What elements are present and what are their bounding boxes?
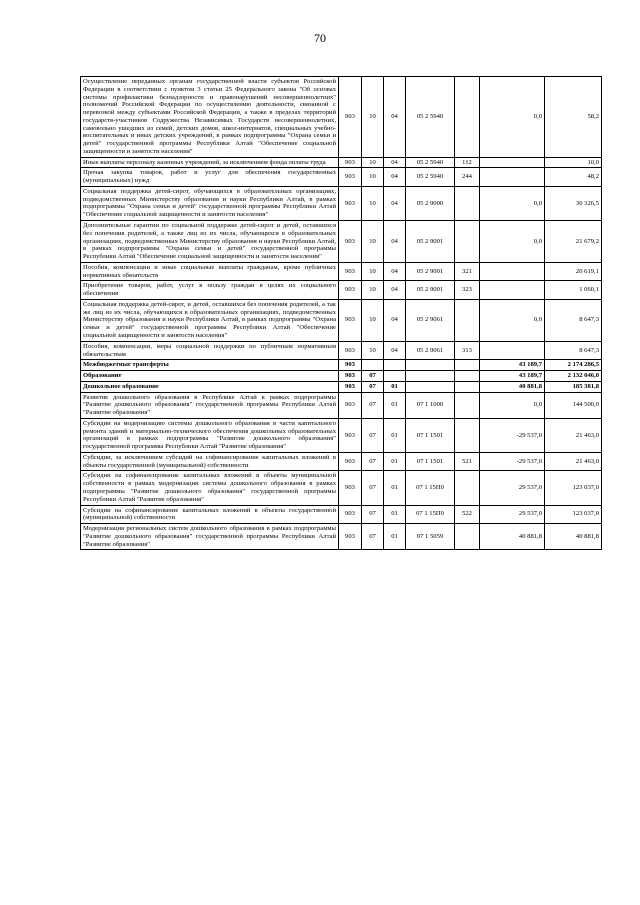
row-name-cell: Модернизация региональных систем дошкольного образования в рамках подпрограммы "Развитие дошкольного образования" государственной программы Республики Алтай "Развитие образования" bbox=[81, 524, 339, 550]
amount-change-cell: 0,0 bbox=[480, 77, 545, 158]
amount-change-cell: 0,0 bbox=[480, 392, 545, 418]
amount-total-cell: 20 619,1 bbox=[545, 262, 602, 281]
section-cell: 10 bbox=[362, 299, 384, 341]
amount-change-cell: 43 189,7 bbox=[480, 360, 545, 371]
grbs-cell: 903 bbox=[339, 371, 362, 382]
grbs-cell: 903 bbox=[339, 452, 362, 471]
section-cell: 10 bbox=[362, 157, 384, 168]
grbs-cell: 903 bbox=[339, 524, 362, 550]
row-name-cell: Субсидии на софинансирование капитальных вложений в объекты государственной (муниципальной) собственности bbox=[81, 505, 339, 524]
expense-type-cell bbox=[455, 77, 480, 158]
amount-change-cell: 40 881,8 bbox=[480, 381, 545, 392]
subsection-cell: 04 bbox=[384, 281, 406, 300]
grbs-cell: 903 bbox=[339, 281, 362, 300]
grbs-cell: 903 bbox=[339, 418, 362, 452]
target-article-cell: 05 2 9000 bbox=[406, 186, 455, 220]
table-row bbox=[81, 381, 602, 392]
row-name-cell: Межбюджетные трансферты bbox=[81, 360, 339, 371]
amount-change-cell: 43 189,7 bbox=[480, 371, 545, 382]
section-cell: 07 bbox=[362, 452, 384, 471]
table-row bbox=[81, 452, 602, 471]
row-name-cell: Дошкольное образование bbox=[81, 381, 339, 392]
amount-total-cell: 40 881,8 bbox=[545, 524, 602, 550]
expense-type-cell bbox=[455, 381, 480, 392]
grbs-cell: 903 bbox=[339, 471, 362, 505]
target-article-cell: 07 1 15П0 bbox=[406, 505, 455, 524]
section-cell: 07 bbox=[362, 381, 384, 392]
amount-change-cell bbox=[480, 262, 545, 281]
subsection-cell: 04 bbox=[384, 77, 406, 158]
grbs-cell: 903 bbox=[339, 262, 362, 281]
subsection-cell: 04 bbox=[384, 168, 406, 187]
amount-total-cell: 10,0 bbox=[545, 157, 602, 168]
section-cell: 07 bbox=[362, 371, 384, 382]
row-name-cell: Субсидии на софинансирование капитальных вложений в объекты муниципальной собственности в рамках модернизации системы дошкольного образования в рамках подпрограммы "Развитие дошкольного образования" государственной программы Республики Алтай "Развитие образования" bbox=[81, 471, 339, 505]
amount-change-cell: 0,0 bbox=[480, 299, 545, 341]
section-cell: 07 bbox=[362, 418, 384, 452]
subsection-cell: 01 bbox=[384, 392, 406, 418]
expense-type-cell: 112 bbox=[455, 157, 480, 168]
row-name-cell: Субсидии на модернизацию системы дошкольного образования в части капитального ремонта зданий и материально-технического обеспечения дошкольных образовательных организаций в рамках подпрограммы "Развитие дошкольного образования" государственной программы Республики Алтай "Развитие образования" bbox=[81, 418, 339, 452]
row-name-cell: Дополнительные гарантии по социальной поддержке детей-сирот и детей, оставшихся без попечения родителей, а также лиц из их числа, обучающихся в образовательных организациях, подведомственных Министерству образования и науки Республики Алтай, в рамках подпрограммы "Охрана семьи и детей" государственной программы Республики Алтай "Обеспечение социальной защищенности и занятости населения" bbox=[81, 221, 339, 263]
expense-type-cell: 323 bbox=[455, 281, 480, 300]
grbs-cell: 903 bbox=[339, 505, 362, 524]
target-article-cell: 05 2 9001 bbox=[406, 221, 455, 263]
section-cell: 07 bbox=[362, 505, 384, 524]
expense-type-cell: 521 bbox=[455, 452, 480, 471]
table-row bbox=[81, 341, 602, 360]
section-cell: 10 bbox=[362, 168, 384, 187]
grbs-cell: 903 bbox=[339, 186, 362, 220]
table-row bbox=[81, 262, 602, 281]
amount-change-cell bbox=[480, 157, 545, 168]
amount-change-cell: 40 881,8 bbox=[480, 524, 545, 550]
target-article-cell: 05 2 9061 bbox=[406, 341, 455, 360]
section-cell: 10 bbox=[362, 262, 384, 281]
expense-type-cell: 522 bbox=[455, 505, 480, 524]
grbs-cell: 903 bbox=[339, 392, 362, 418]
target-article-cell: 07 1 1000 bbox=[406, 392, 455, 418]
amount-change-cell bbox=[480, 281, 545, 300]
target-article-cell: 05 2 9061 bbox=[406, 299, 455, 341]
row-name-cell: Социальная поддержка детей-сирот, и детей, оставшихся без попечения родителей, а так же лиц из их числа, обучающихся в образовательных организациях, подведомственных Министерству образования и науки Республики Алтай, в рамках подпрограммы "Охрана семьи и детей" государственной программы Республики Алтай "Обеспечение социальной защищенности и занятости населения" bbox=[81, 299, 339, 341]
subsection-cell: 01 bbox=[384, 418, 406, 452]
subsection-cell: 04 bbox=[384, 186, 406, 220]
amount-change-cell: -29 537,0 bbox=[480, 418, 545, 452]
section-cell: 07 bbox=[362, 471, 384, 505]
amount-total-cell: 21 679,2 bbox=[545, 221, 602, 263]
amount-total-cell: 30 326,5 bbox=[545, 186, 602, 220]
amount-total-cell: 185 381,8 bbox=[545, 381, 602, 392]
amount-change-cell: -29 537,0 bbox=[480, 452, 545, 471]
table-row bbox=[81, 186, 602, 220]
table-row bbox=[81, 471, 602, 505]
amount-change-cell: 0,0 bbox=[480, 221, 545, 263]
section-cell: 10 bbox=[362, 341, 384, 360]
table-row bbox=[81, 221, 602, 263]
section-cell: 07 bbox=[362, 524, 384, 550]
table-row bbox=[81, 299, 602, 341]
target-article-cell: 07 1 1501 bbox=[406, 452, 455, 471]
section-cell: 10 bbox=[362, 77, 384, 158]
amount-total-cell: 123 037,0 bbox=[545, 471, 602, 505]
table-row bbox=[81, 77, 602, 158]
subsection-cell: 04 bbox=[384, 341, 406, 360]
amount-total-cell: 48,2 bbox=[545, 168, 602, 187]
row-name-cell: Развитие дошкольного образования в Республике Алтай в рамках подпрограммы "Развитие дошкольного образования" государственной программы Республики Алтай "Развитие образования" bbox=[81, 392, 339, 418]
target-article-cell bbox=[406, 371, 455, 382]
amount-change-cell bbox=[480, 341, 545, 360]
subsection-cell: 01 bbox=[384, 452, 406, 471]
subsection-cell bbox=[384, 360, 406, 371]
expense-type-cell: 313 bbox=[455, 341, 480, 360]
grbs-cell: 903 bbox=[339, 157, 362, 168]
row-name-cell: Пособия, компенсации и иные социальные выплаты гражданам, кроме публичных нормативных обязательств bbox=[81, 262, 339, 281]
target-article-cell: 07 1 15П0 bbox=[406, 471, 455, 505]
table-row bbox=[81, 392, 602, 418]
row-name-cell: Прочая закупка товаров, работ и услуг для обеспечения государственных (муниципальных) нужд bbox=[81, 168, 339, 187]
subsection-cell: 04 bbox=[384, 221, 406, 263]
expense-type-cell bbox=[455, 186, 480, 220]
amount-change-cell bbox=[480, 168, 545, 187]
row-name-cell: Приобретение товаров, работ, услуг в пользу граждан в целях их социального обеспечения bbox=[81, 281, 339, 300]
amount-total-cell: 21 463,0 bbox=[545, 452, 602, 471]
row-name-cell: Образование bbox=[81, 371, 339, 382]
row-name-cell: Осуществление переданных органам государственной власти субъектов Российской Федерации в соответствии с пунктом 3 статьи 25 Федерального закона "Об основах системы профилактики безнадзорности и правонарушений несовершеннолетних" полномочий Российской Федерации по осуществлению деятельности, связанной с перевозкой между субъектами Российской Федерации, а также в пределах территорий государств-участников Содружества Независимых Государств несовершеннолетних, самовольно ушедших из семей, детских домов, школ-интернатов, специальных учебно-воспитательных и иных детских учреждений, в рамках подпрограммы "Охрана семьи и детей" государственной программы Республики Алтай "Обеспечение социальной защищенности и занятости населения" bbox=[81, 77, 339, 158]
expense-type-cell bbox=[455, 360, 480, 371]
target-article-cell bbox=[406, 360, 455, 371]
expense-type-cell: 321 bbox=[455, 262, 480, 281]
amount-total-cell: 8 647,3 bbox=[545, 341, 602, 360]
subsection-cell: 04 bbox=[384, 262, 406, 281]
target-article-cell bbox=[406, 381, 455, 392]
expense-type-cell bbox=[455, 471, 480, 505]
amount-total-cell: 123 037,0 bbox=[545, 505, 602, 524]
expense-type-cell bbox=[455, 392, 480, 418]
grbs-cell: 903 bbox=[339, 381, 362, 392]
grbs-cell: 903 bbox=[339, 221, 362, 263]
target-article-cell: 05 2 5940 bbox=[406, 157, 455, 168]
target-article-cell: 07 1 5059 bbox=[406, 524, 455, 550]
row-name-cell: Субсидии, за исключением субсидий на софинансирование капитальных вложений в объекты государственной (муниципальной) собственности bbox=[81, 452, 339, 471]
row-name-cell: Пособия, компенсации, меры социальной поддержки по публичным нормативным обязательствам bbox=[81, 341, 339, 360]
expense-type-cell bbox=[455, 221, 480, 263]
table-row bbox=[81, 281, 602, 300]
subsection-cell: 01 bbox=[384, 505, 406, 524]
expense-type-cell bbox=[455, 299, 480, 341]
grbs-cell: 903 bbox=[339, 77, 362, 158]
amount-total-cell: 58,2 bbox=[545, 77, 602, 158]
subsection-cell: 04 bbox=[384, 157, 406, 168]
amount-total-cell: 2 174 286,5 bbox=[545, 360, 602, 371]
amount-total-cell: 2 132 046,0 bbox=[545, 371, 602, 382]
subsection-cell: 01 bbox=[384, 471, 406, 505]
subsection-cell: 04 bbox=[384, 299, 406, 341]
grbs-cell: 903 bbox=[339, 360, 362, 371]
section-cell: 10 bbox=[362, 186, 384, 220]
amount-change-cell: 29 537,0 bbox=[480, 505, 545, 524]
table-row bbox=[81, 524, 602, 550]
subsection-cell: 01 bbox=[384, 524, 406, 550]
amount-total-cell: 144 500,0 bbox=[545, 392, 602, 418]
table-row bbox=[81, 371, 602, 382]
expense-type-cell bbox=[455, 371, 480, 382]
section-cell: 10 bbox=[362, 221, 384, 263]
subsection-cell bbox=[384, 371, 406, 382]
target-article-cell: 05 2 5940 bbox=[406, 168, 455, 187]
section-cell: 07 bbox=[362, 392, 384, 418]
grbs-cell: 903 bbox=[339, 168, 362, 187]
page-number: 70 bbox=[314, 31, 326, 45]
amount-change-cell: 29 537,0 bbox=[480, 471, 545, 505]
amount-total-cell: 1 060,1 bbox=[545, 281, 602, 300]
table-row bbox=[81, 505, 602, 524]
table-row bbox=[81, 418, 602, 452]
amount-total-cell: 21 463,0 bbox=[545, 418, 602, 452]
subsection-cell: 01 bbox=[384, 381, 406, 392]
table-row bbox=[81, 157, 602, 168]
target-article-cell: 05 2 9001 bbox=[406, 262, 455, 281]
section-cell bbox=[362, 360, 384, 371]
expense-type-cell: 244 bbox=[455, 168, 480, 187]
table-row bbox=[81, 360, 602, 371]
section-cell: 10 bbox=[362, 281, 384, 300]
grbs-cell: 903 bbox=[339, 299, 362, 341]
amount-total-cell: 8 647,3 bbox=[545, 299, 602, 341]
row-name-cell: Иные выплаты персоналу казенных учреждений, за исключением фонда оплаты труда bbox=[81, 157, 339, 168]
budget-table bbox=[80, 76, 602, 550]
expense-type-cell bbox=[455, 418, 480, 452]
target-article-cell: 05 2 9001 bbox=[406, 281, 455, 300]
amount-change-cell: 0,0 bbox=[480, 186, 545, 220]
table-row bbox=[81, 168, 602, 187]
target-article-cell: 07 1 1501 bbox=[406, 418, 455, 452]
target-article-cell: 05 2 5940 bbox=[406, 77, 455, 158]
row-name-cell: Социальная поддержка детей-сирот, обучающихся в образовательных организациях, подведомственных Министерству образования и науки Республики Алтай, в рамках подпрограммы "Охрана семьи и детей" государственной программы Республики Алтай "Обеспечение социальной защищенности и занятости населения" bbox=[81, 186, 339, 220]
grbs-cell: 903 bbox=[339, 341, 362, 360]
expense-type-cell bbox=[455, 524, 480, 550]
